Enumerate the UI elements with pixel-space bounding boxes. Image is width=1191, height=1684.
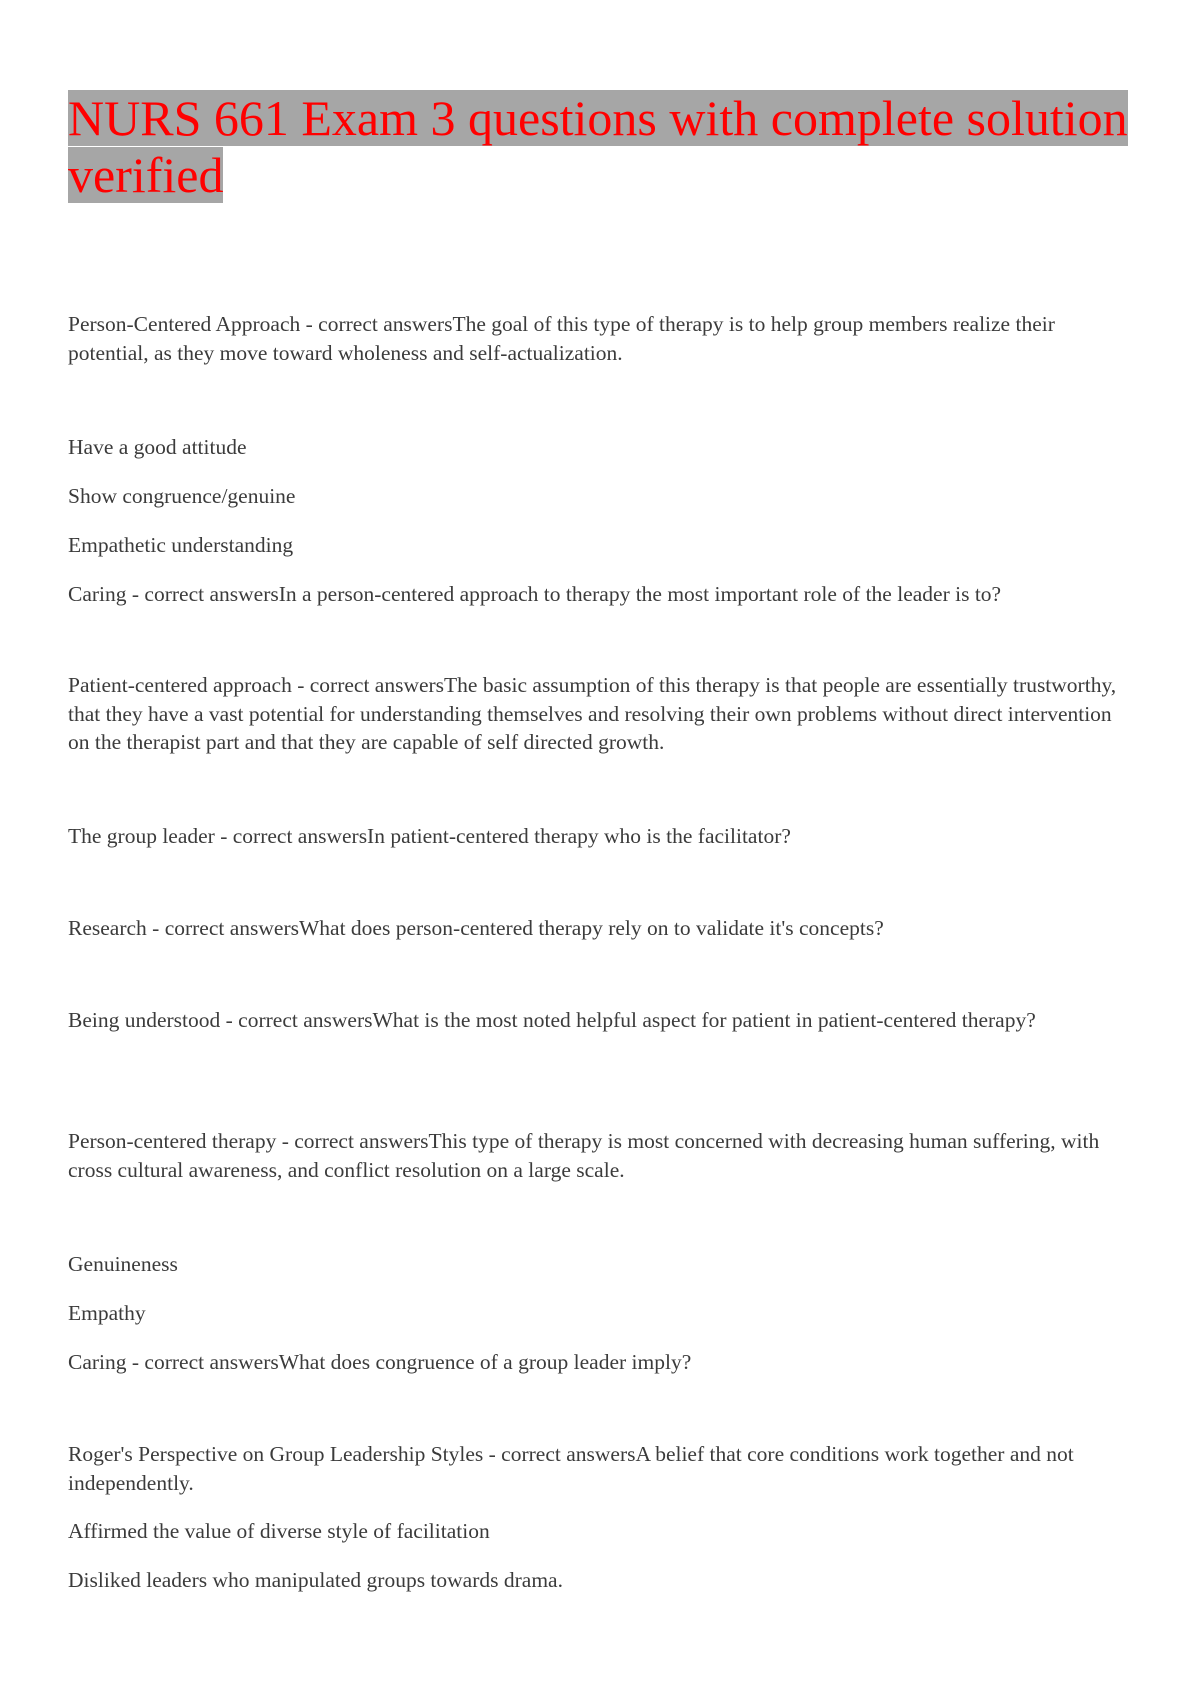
paragraph: Patient-centered approach - correct answersThe basic assumption of this therapy is that people are essentially trustworthy, that they have a vast potential for understanding themselves and resolving their own problems without direct intervention on the therapist part and that they are capable of self directed growth. [68,673,1117,754]
paragraph: Person-Centered Approach - correct answersThe goal of this type of therapy is to help group members realize their potential, as they move toward wholeness and self-actualization. [68,312,1055,365]
paragraph: Empathetic understanding [68,533,294,557]
paragraph: Roger's Perspective on Group Leadership Styles - correct answersA belief that core conditions work together and not independently. [68,1442,1074,1495]
paragraph: Caring - correct answersWhat does congruence of a group leader imply? [68,1350,692,1374]
paragraph: Show congruence/genuine [68,484,296,508]
paragraph: Disliked leaders who manipulated groups towards drama. [68,1568,563,1592]
paragraph: Research - correct answersWhat does person-centered therapy rely on to validate it's concepts? [68,916,884,940]
paragraph: Genuineness [68,1252,178,1276]
document-title-text: NURS 661 Exam 3 questions with complete solution verified [68,90,1128,203]
paragraph: Empathy [68,1301,146,1325]
document-title [68,90,1128,204]
paragraph: Affirmed the value of diverse style of facilitation [68,1519,490,1543]
paragraph: The group leader - correct answersIn patient-centered therapy who is the facilitator? [68,824,791,848]
paragraph: Being understood - correct answersWhat is the most noted helpful aspect for patient in patient-centered therapy? [68,1008,1036,1032]
paragraph: Caring - correct answersIn a person-centered approach to therapy the most important role of the leader is to? [68,582,1002,606]
paragraph: Have a good attitude [68,435,247,459]
paragraph: Person-centered therapy - correct answersThis type of therapy is most concerned with decreasing human suffering, with cross cultural awareness, and conflict resolution on a large scale. [68,1129,1100,1182]
